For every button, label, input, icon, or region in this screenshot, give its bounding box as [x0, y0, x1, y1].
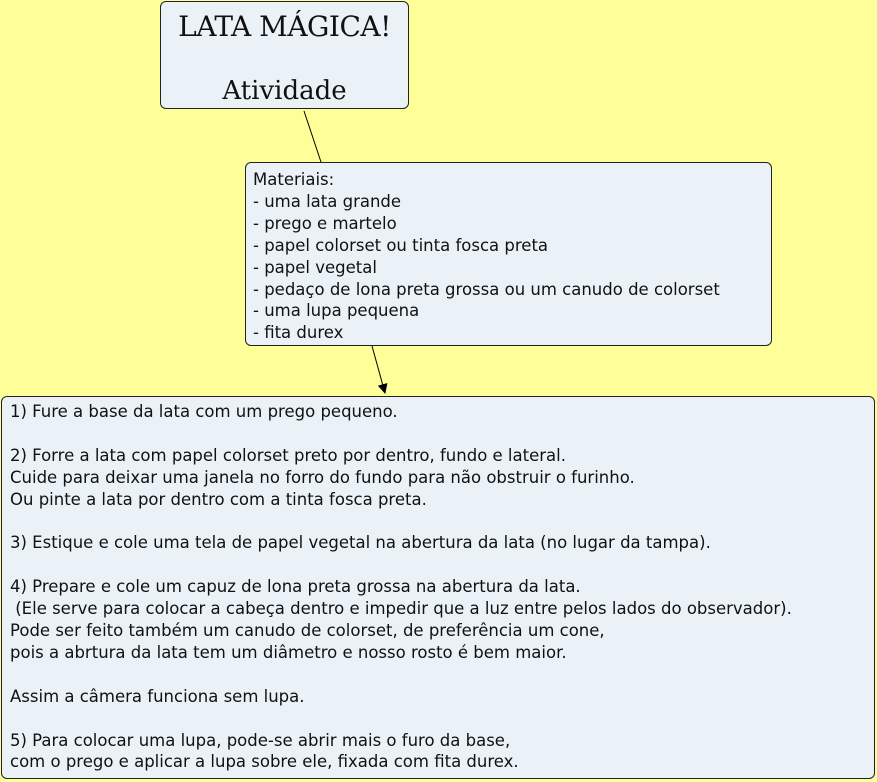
steps-line: Pode ser feito também um canudo de colorset, de preferência um cone,	[10, 621, 605, 641]
connector-materials-to-steps	[372, 346, 385, 393]
steps-line: Assim a câmera funciona sem lupa.	[10, 686, 305, 706]
steps-line: Cuide para deixar uma janela no forro do fundo para não obstruir o furinho.	[10, 467, 635, 487]
steps-line	[10, 664, 874, 686]
connector-title-to-materials	[304, 111, 321, 162]
materials-item: - fita durex	[253, 323, 344, 343]
steps-list	[10, 401, 874, 773]
materials-heading: Materiais:	[253, 170, 335, 189]
steps-line: 3) Estique e cole uma tela de papel vegetal na abertura da lata (no lugar da tampa).	[10, 533, 711, 553]
materials-item: - papel vegetal	[253, 257, 377, 277]
materials-item: - pedaço de lona preta grossa ou um canudo de colorset	[253, 279, 720, 299]
diagram-subtitle: Atividade	[222, 76, 347, 106]
steps-line: pois a abrtura da lata tem um diâmetro e nosso rosto é bem maior.	[10, 642, 567, 662]
steps-line: Ou pinte a lata por dentro com a tinta fosca preta.	[10, 489, 427, 509]
diagram-title: LATA MÁGICA!	[178, 10, 391, 43]
steps-line: com o prego e aplicar a lupa sobre ele, fixada com fita durex.	[10, 752, 519, 772]
materials-item: - uma lupa pequena	[253, 301, 420, 321]
steps-line	[10, 423, 874, 445]
materials-list	[253, 191, 771, 344]
title-node[interactable]	[160, 1, 409, 109]
steps-line: 2) Forre a lata com papel colorset preto por dentro, fundo e lateral.	[10, 445, 566, 465]
steps-line	[10, 708, 874, 730]
materials-item: - uma lata grande	[253, 191, 402, 211]
steps-line: 4) Prepare e cole um capuz de lona preta grossa na abertura da lata.	[10, 577, 581, 597]
materials-item: - papel colorset ou tinta fosca preta	[253, 235, 549, 255]
steps-line	[10, 554, 874, 576]
materials-item: - prego e martelo	[253, 213, 397, 233]
steps-line: 5) Para colocar uma lupa, pode-se abrir mais o furo da base,	[10, 730, 511, 750]
materials-node[interactable]	[245, 162, 772, 346]
steps-line: 1) Fure a base da lata com um prego pequeno.	[10, 402, 398, 421]
steps-line: (Ele serve para colocar a cabeça dentro e impedir que a luz entre pelos lados do observador).	[10, 599, 792, 619]
steps-node[interactable]	[1, 396, 875, 779]
steps-line	[10, 511, 874, 533]
